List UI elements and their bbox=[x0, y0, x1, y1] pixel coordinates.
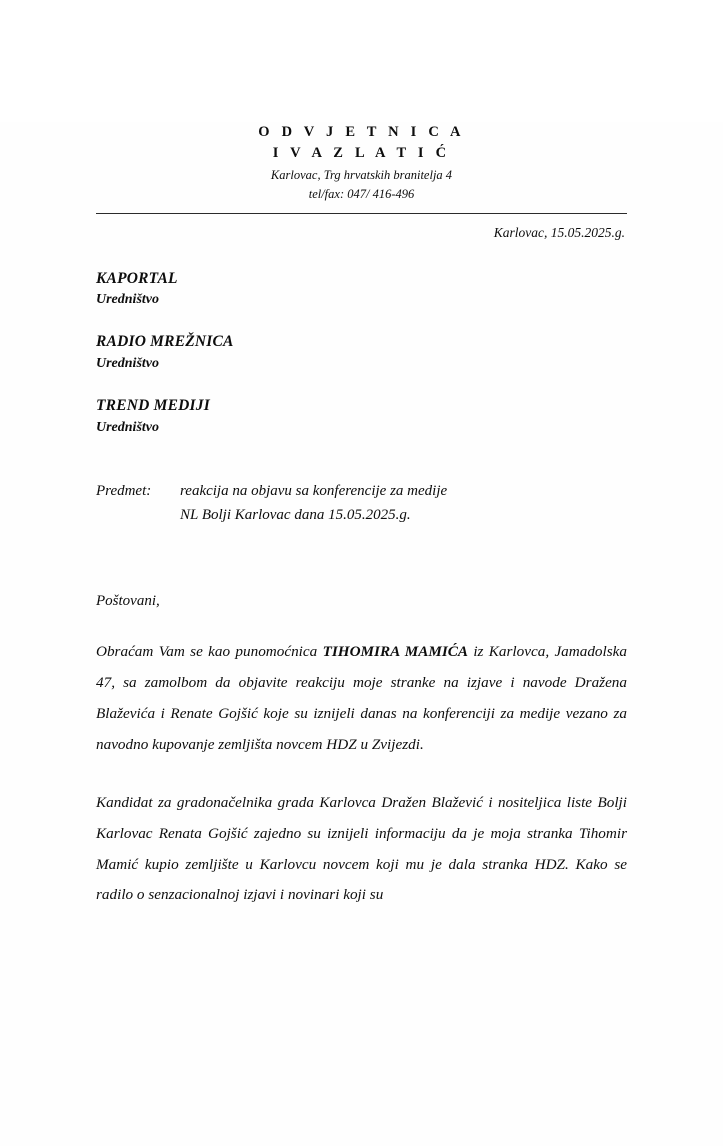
recipient-item bbox=[96, 331, 627, 374]
letterhead bbox=[96, 122, 627, 204]
recipient-list bbox=[96, 268, 627, 438]
recipient-name: RADIO MREŽNICA bbox=[96, 333, 234, 351]
recipient-name: TREND MEDIJI bbox=[96, 397, 210, 415]
recipient-item bbox=[96, 268, 627, 311]
letterhead-address: Karlovac, Trg hrvatskih branitelja 4 bbox=[270, 168, 453, 183]
letterhead-title-line1: O D V J E T N I C A bbox=[258, 124, 465, 140]
subject-line-1: reakcija na objavu sa konferencije za medije bbox=[180, 482, 448, 499]
letterhead-contact: tel/fax: 047/ 416-496 bbox=[308, 186, 415, 201]
recipient-department: Uredništvo bbox=[96, 292, 159, 307]
recipient-department: Uredništvo bbox=[96, 419, 159, 435]
recipient-department: Uredništvo bbox=[96, 355, 159, 371]
document-page bbox=[0, 122, 723, 1146]
salutation: Poštovani, bbox=[96, 593, 160, 610]
subject-block bbox=[96, 479, 627, 528]
body-paragraph-1 bbox=[96, 637, 627, 760]
recipient-name: KAPORTAL bbox=[96, 269, 178, 287]
recipient-item bbox=[96, 395, 627, 438]
date-line: Karlovac, 15.05.2025.g. bbox=[493, 224, 625, 240]
paragraph-1-post: iz Karlovca, Jamadolska 47, sa zamolbom da objavite reakciju moje stranke na izjave i navode Dražena Blaževića i Renate Gojšić koje su iznijeli danas na konferenciji za medije vezano za navodno kupovanje zemljišta novcem HDZ u Zvijezdi. bbox=[96, 643, 627, 753]
paragraph-1-pre: Obraćam Vam se kao punomoćnica bbox=[96, 643, 323, 661]
paragraph-2-text: Kandidat za gradonačelnika grada Karlovca Dražen Blažević i nositeljica liste Bolji Karlovac Renata Gojšić zajedno su iznijeli informaciju da je moja stranka Tihomir Mamić kupio zemljište u Karlovcu novcem koji mu je dala stranka HDZ. Kako se radilo o senzacionalnoj izjavi i novinari koji su bbox=[96, 793, 627, 904]
header-divider bbox=[96, 213, 627, 214]
body-paragraph-2 bbox=[96, 788, 627, 911]
paragraph-1-emphasis: TIHOMIRA MAMIĆA bbox=[322, 643, 469, 661]
subject-label: Predmet: bbox=[96, 482, 152, 499]
subject-text bbox=[180, 479, 447, 528]
subject-line-2: NL Bolji Karlovac dana 15.05.2025.g. bbox=[180, 507, 411, 524]
letterhead-title-line2: I V A Z L A T I Ć bbox=[272, 145, 451, 162]
